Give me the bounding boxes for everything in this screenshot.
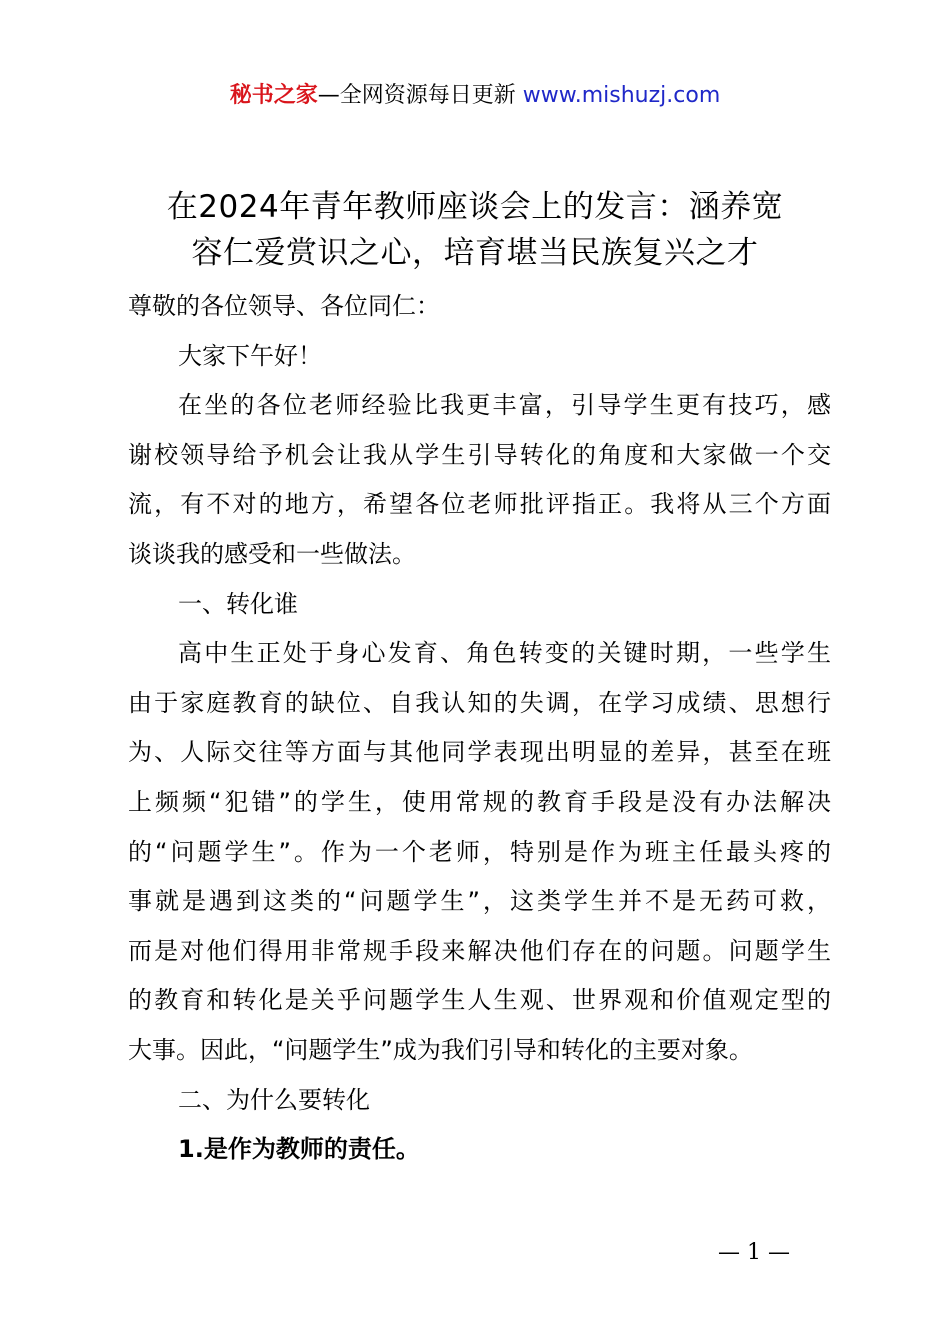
paragraph-line: 的“问题学生”。作为一个老师，特别是作为班主任最头疼的: [128, 837, 831, 866]
paragraph-line: 高中生正处于身心发育、角色转变的关键时期，一些学生: [178, 639, 831, 668]
greeting: 大家下午好！: [178, 341, 322, 370]
paragraph-line: 的教育和转化是关乎问题学生人生观、世界观和价值观定型的: [128, 986, 831, 1015]
paragraph-line: 事就是遇到这类的“问题学生”，这类学生并不是无药可救，: [128, 887, 831, 916]
header-tagline: —全网资源每日更新: [317, 83, 516, 108]
paragraph-line: 为、人际交往等方面与其他同学表现出明显的差异，甚至在班: [128, 738, 831, 767]
paragraph-line: 由于家庭教育的缺位、自我认知的失调，在学习成绩、思想行: [128, 688, 831, 717]
brand-name: 秘书之家: [229, 83, 318, 108]
title-line-2: 容仁爱赏识之心，培育堪当民族复兴之才: [191, 235, 759, 271]
document-title: [112, 184, 838, 276]
subsection-heading: 1.是作为教师的责任。: [178, 1135, 420, 1164]
section-heading-1: 一、转化谁: [178, 589, 298, 618]
paragraph-line: 大事。因此，“问题学生”成为我们引导和转化的主要对象。: [128, 1035, 753, 1064]
page-number: — 1 —: [718, 1240, 790, 1265]
section-heading-2: 二、为什么要转化: [178, 1085, 370, 1114]
document-body: [128, 282, 831, 1175]
site-header: [0, 80, 950, 112]
paragraph-line: 而是对他们得用非常规手段来解决他们存在的问题。问题学生: [128, 936, 831, 965]
salutation: 尊敬的各位领导、各位同仁：: [128, 292, 440, 320]
paragraph-line: 上频频“犯错”的学生，使用常规的教育手段是没有办法解决: [128, 787, 831, 816]
paragraph-line: 谈谈我的感受和一些做法。: [128, 539, 416, 568]
paragraph-line: 流，有不对的地方，希望各位老师批评指正。我将从三个方面: [128, 490, 831, 519]
paragraph-line: 在坐的各位老师经验比我更丰富，引导学生更有技巧，感: [178, 391, 831, 420]
site-url[interactable]: www.mishuzj.com: [522, 83, 721, 108]
title-line-1: 在2024年青年教师座谈会上的发言：涵养宽: [166, 189, 784, 225]
paragraph-line: 谢校领导给予机会让我从学生引导转化的角度和大家做一个交: [128, 440, 831, 469]
